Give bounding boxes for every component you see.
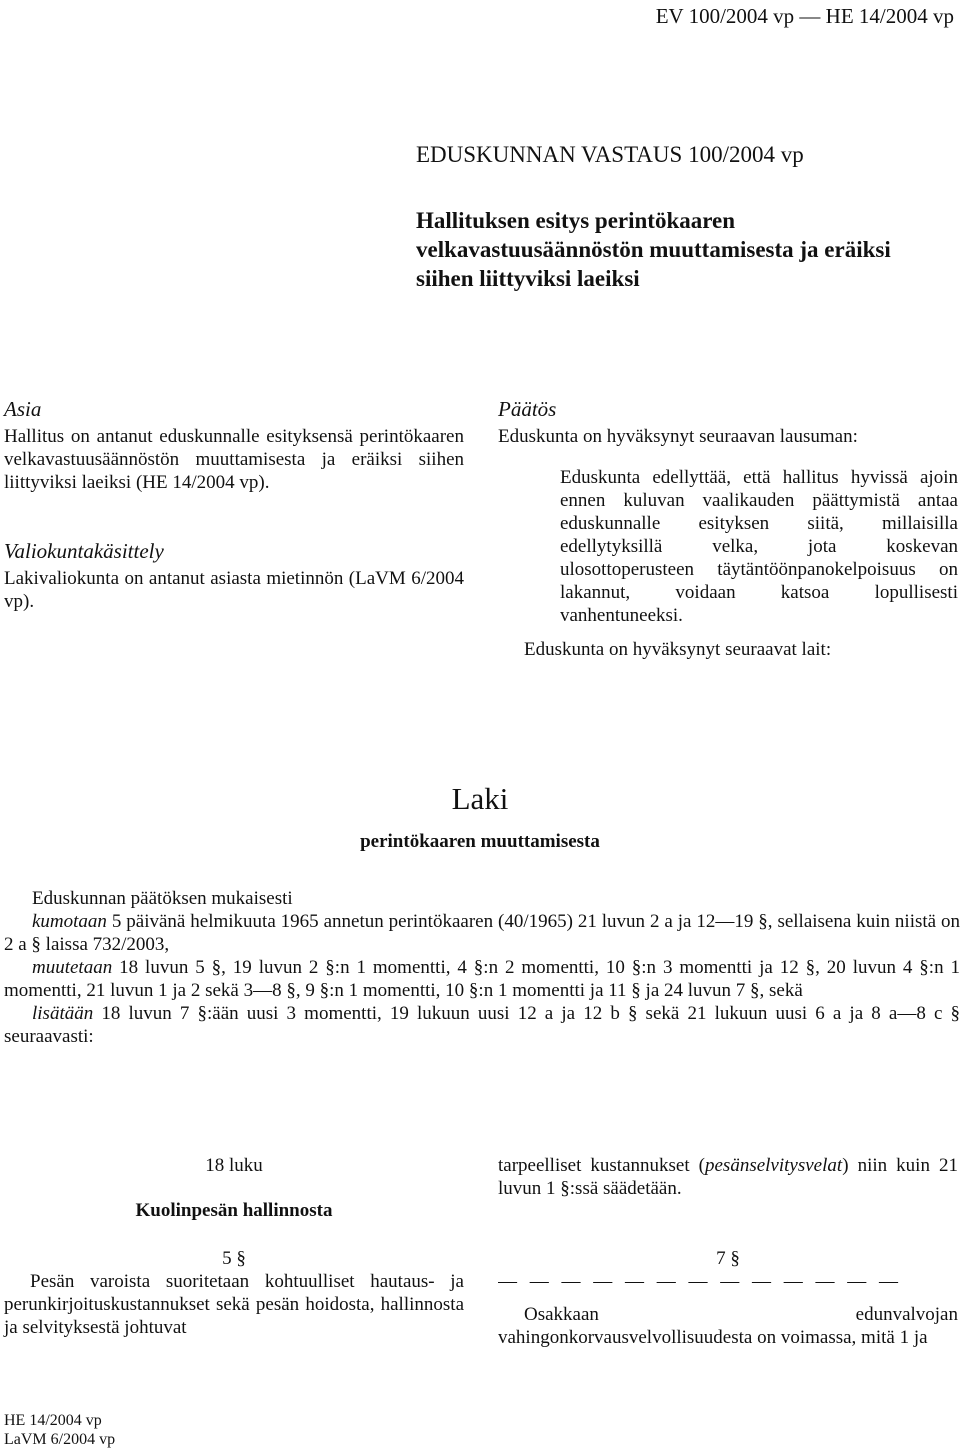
muutetaan-clause	[4, 956, 960, 1002]
lisataan-clause	[4, 1002, 960, 1048]
paatos-intro: Eduskunta on hyväksynyt seuraavan lausuman:	[498, 426, 858, 447]
valiokunta-heading: Valiokuntakäsittely	[4, 539, 164, 563]
kumotaan-keyword: kumotaan	[32, 911, 107, 932]
document-title: EDUSKUNNAN VASTAUS 100/2004 vp	[416, 142, 804, 167]
chapter-number: 18 luku	[205, 1155, 263, 1176]
enacting-intro: Eduskunnan päätöksen mukaisesti	[32, 888, 293, 909]
asia-text: Hallitus on antanut eduskunnalle esityksensä perintökaaren velkavastuusäännöstön muuttamisesta ja eräiksi siihen liittyviksi laeiksi (HE 14/2004 vp).	[4, 426, 464, 493]
lisataan-keyword: lisätään	[32, 1003, 94, 1024]
law-subtitle: perintökaaren muuttamisesta	[360, 831, 600, 852]
footer-line-2: LaVM 6/2004 vp	[4, 1431, 116, 1448]
continuation-text-a: tarpeelliset kustannukset (	[498, 1155, 705, 1176]
section-7-omission-dashes: — — — — — — — — — — — — —	[498, 1271, 902, 1292]
section-7-number: 7 §	[716, 1248, 740, 1269]
left-column	[4, 398, 464, 613]
paatos-heading: Päätös	[498, 397, 557, 421]
chapter-right-column	[498, 1154, 958, 1349]
footer-references	[4, 1411, 115, 1449]
kumotaan-text: 5 päivänä helmikuuta 1965 annetun perintökaaren (40/1965) 21 luvun 2 a ja 12—19 §, sellaisena kuin niistä on 2 a § laissa 732/2003,	[4, 911, 960, 955]
section-5-number: 5 §	[222, 1248, 246, 1269]
kumotaan-clause	[4, 910, 960, 956]
muutetaan-keyword: muutetaan	[32, 957, 113, 978]
document-subject: Hallituksen esitys perintökaaren velkavastuusäännöstön muuttamisesta ja eräiksi siihen liittyviksi laeiksi	[416, 208, 891, 291]
valiokunta-text: Lakivaliokunta on antanut asiasta mietinnön (LaVM 6/2004 vp).	[4, 568, 464, 612]
section-7-text: Osakkaan edunvalvojan vahingonkorvausvelvollisuudesta on voimassa, mitä 1 ja	[498, 1304, 958, 1348]
asia-heading: Asia	[4, 397, 42, 421]
chapter-title: Kuolinpesän hallinnosta	[135, 1200, 333, 1221]
section-5-continuation	[498, 1154, 958, 1200]
continuation-term: pesänselvitysvelat	[705, 1155, 843, 1176]
section-5-text: Pesän varoista suoritetaan kohtuulliset hautaus- ja perunkirjoituskustannukset sekä pesän hoidosta, hallinnosta ja selvityksestä johtuvat	[4, 1271, 464, 1338]
right-column	[498, 398, 958, 661]
law-title: Laki	[451, 781, 509, 816]
paatos-laws: Eduskunta on hyväksynyt seuraavat lait:	[524, 639, 832, 660]
paatos-statement: Eduskunta edellyttää, että hallitus hyvissä ajoin ennen kuluvan vaalikauden päättymistä antaa eduskunnalle esityksen siitä, millaisilla edellytyksillä velka, jota koskevan ulosottoperusteen täytäntöönpanokelpoisuus on lakannut, voidaan katsoa lopullisesti vanhentuneeksi.	[560, 467, 958, 626]
enacting-clause	[4, 887, 960, 1048]
continuation-text-b: ) niin kuin 21 luvun 1 §:ssä säädetään.	[498, 1155, 959, 1199]
footer-line-1: HE 14/2004 vp	[4, 1412, 102, 1429]
chapter-left-column	[4, 1154, 464, 1339]
muutetaan-text: 18 luvun 5 §, 19 luvun 2 §:n 1 momentti, 4 §:n 2 momentti, 10 §:n 3 momentti ja 12 §, 20 luvun 4 §:n 1 momentti, 21 luvun 1 ja 2 sekä 3—8 §, 9 §:n 1 momentti, 10 §:n 1 momentti ja 11 § ja 24 luvun 7 §, sekä	[4, 957, 960, 1001]
lisataan-text: 18 luvun 7 §:ään uusi 3 momentti, 19 lukuun uusi 12 a ja 12 b § sekä 21 lukuun uusi 6 a ja 8 a—8 c § seuraavasti:	[4, 1003, 960, 1047]
header-reference: EV 100/2004 vp — HE 14/2004 vp	[655, 4, 954, 28]
